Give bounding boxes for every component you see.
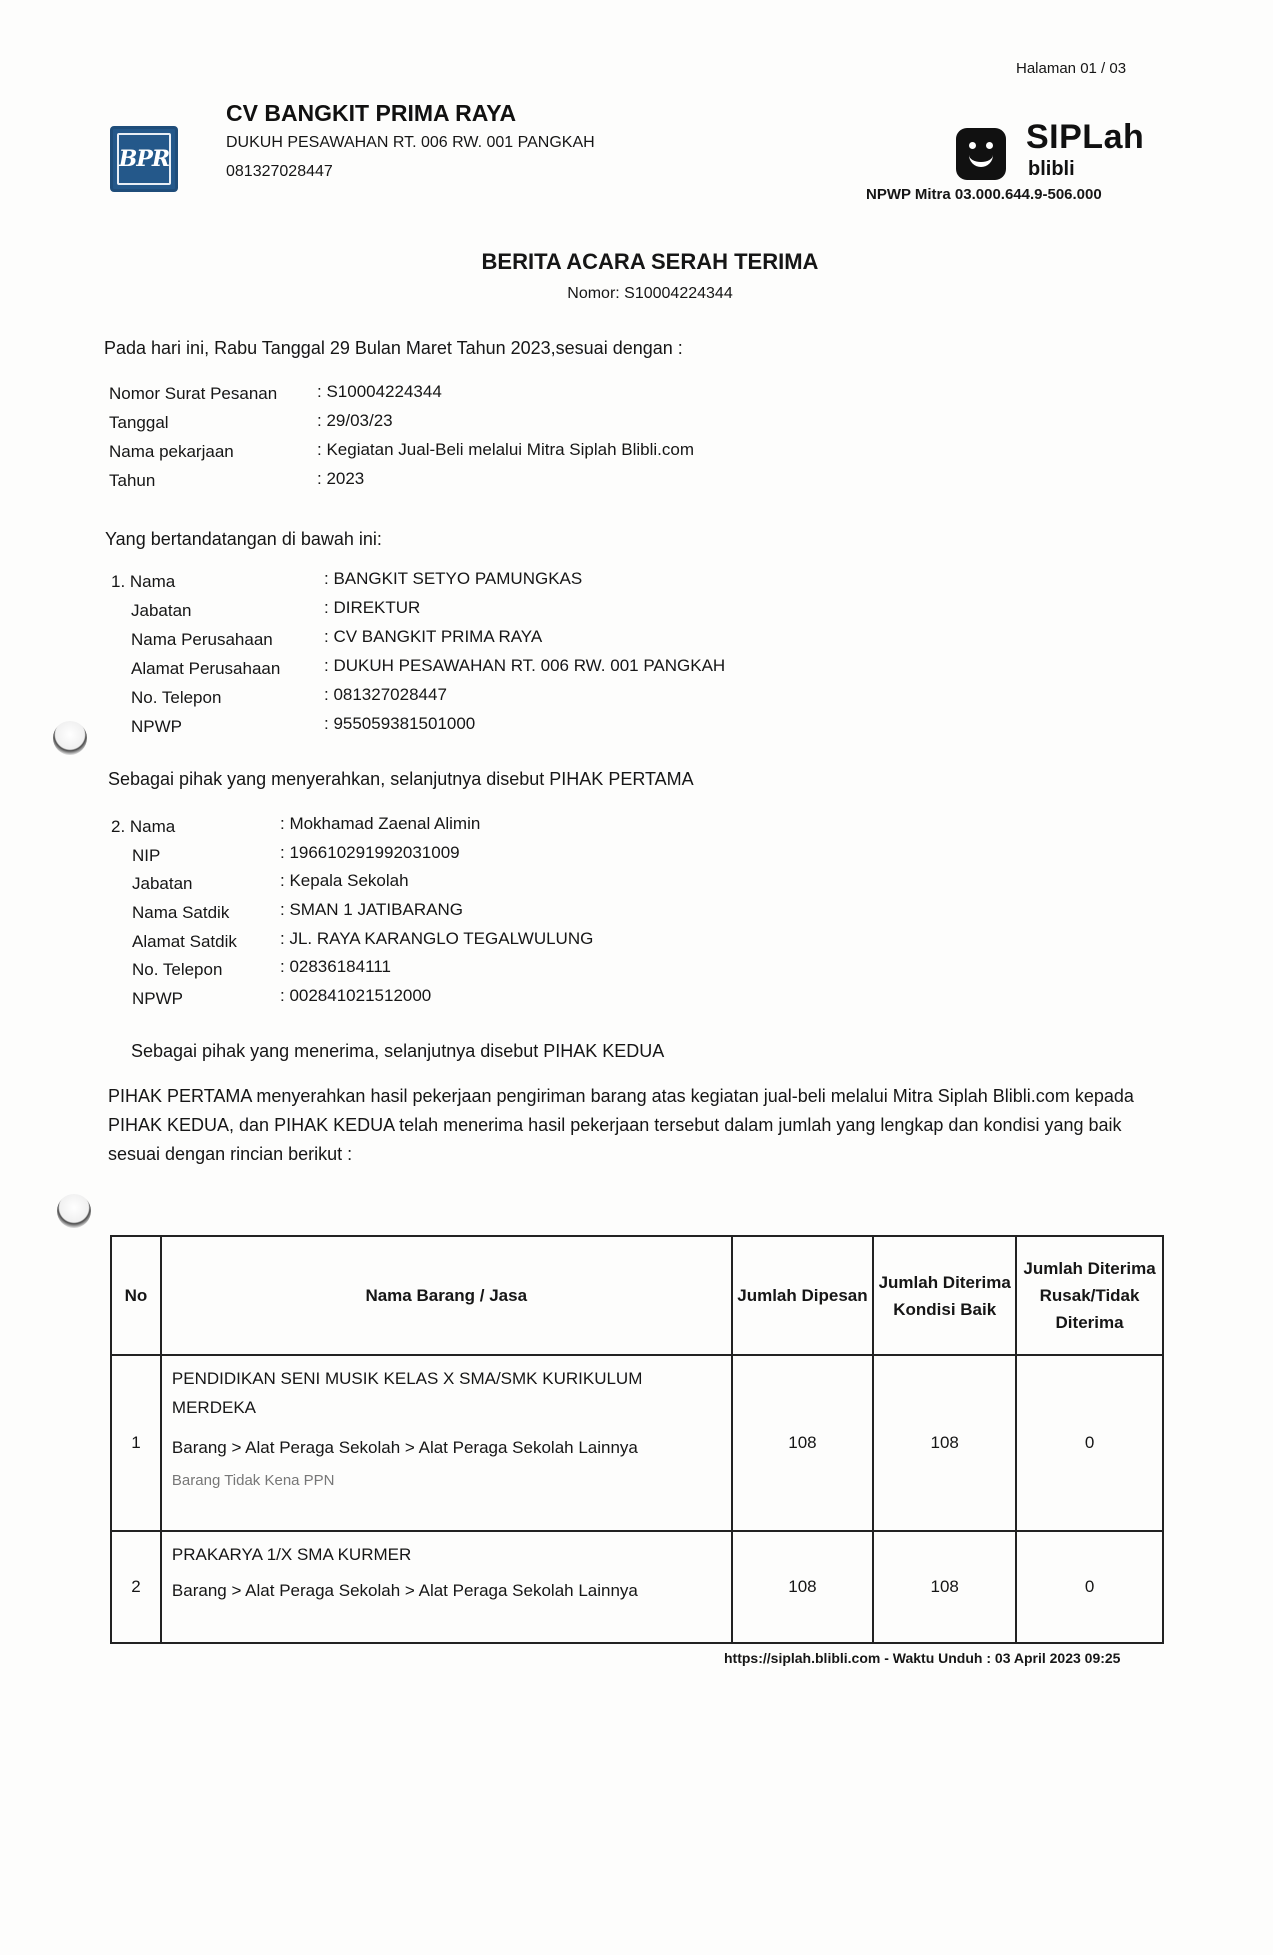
party2-value: : 02836184111 xyxy=(280,957,391,976)
row-received-good: 108 xyxy=(873,1531,1016,1643)
party2-label: NIP xyxy=(132,846,161,865)
page-number: Halaman 01 / 03 xyxy=(1016,60,1127,77)
intro-text: Pada hari ini, Rabu Tanggal 29 Bulan Maret Tahun 2023,sesuai dengan : xyxy=(104,338,683,358)
item-name: PENDIDIKAN SENI MUSIK KELAS X SMA/SMK KURIKULUM MERDEKA xyxy=(171,1369,643,1417)
row-no: 2 xyxy=(111,1531,161,1643)
npwp-mitra: NPWP Mitra 03.000.644.9-506.000 xyxy=(866,186,1102,203)
party1-value: : 081327028447 xyxy=(324,685,447,704)
order-label: Nama pekarjaan xyxy=(109,442,234,461)
company-phone: 081327028447 xyxy=(226,163,333,180)
row-item xyxy=(161,1355,732,1531)
party1-label: Jabatan xyxy=(131,601,192,620)
party1-value: : DIREKTUR xyxy=(324,598,421,617)
party2-value: : Mokhamad Zaenal Alimin xyxy=(280,814,481,833)
order-label: Tanggal xyxy=(109,413,169,432)
party1-label: No. Telepon xyxy=(131,688,222,707)
company-address: DUKUH PESAWAHAN RT. 006 RW. 001 PANGKAH xyxy=(226,134,595,151)
blibli-logo-text: blibli xyxy=(1028,158,1075,180)
party1-label: NPWP xyxy=(131,717,182,736)
row-no: 1 xyxy=(111,1355,161,1531)
party2-label: Jabatan xyxy=(132,874,193,893)
party1-value: : DUKUH PESAWAHAN RT. 006 RW. 001 PANGKAH xyxy=(324,656,726,675)
party1-value: : CV BANGKIT PRIMA RAYA xyxy=(324,627,543,646)
table-row xyxy=(111,1355,1163,1531)
item-name: PRAKARYA 1/X SMA KURMER xyxy=(171,1545,412,1564)
header-ordered: Jumlah Dipesan xyxy=(732,1236,874,1355)
party1-value: : 955059381501000 xyxy=(324,714,476,733)
order-value: : 2023 xyxy=(317,469,365,488)
header-item-name: Nama Barang / Jasa xyxy=(161,1236,732,1355)
party2-value: : Kepala Sekolah xyxy=(280,871,409,890)
table-header-row xyxy=(111,1236,1163,1355)
document-number: Nomor: S10004224344 xyxy=(567,285,733,302)
item-category: Barang > Alat Peraga Sekolah > Alat Peraga Sekolah Lainnya xyxy=(171,1581,638,1600)
party2-label: Alamat Satdik xyxy=(132,932,237,951)
party2-value: : 002841021512000 xyxy=(280,986,432,1005)
header-received-good: Jumlah Diterima Kondisi Baik xyxy=(873,1236,1016,1355)
item-tax-note: Barang Tidak Kena PPN xyxy=(171,1472,335,1489)
signers-intro: Yang bertandatangan di bawah ini: xyxy=(105,529,382,549)
party2-label: NPWP xyxy=(132,989,183,1008)
row-item xyxy=(161,1531,732,1643)
party2-value: : JL. RAYA KARANGLO TEGALWULUNG xyxy=(280,929,594,948)
party1-label: Nama Perusahaan xyxy=(131,630,273,649)
party1-value: : BANGKIT SETYO PAMUNGKAS xyxy=(324,569,583,588)
party2-role: Sebagai pihak yang menerima, selanjutnya disebut PIHAK KEDUA xyxy=(131,1041,665,1061)
document-title: BERITA ACARA SERAH TERIMA xyxy=(481,249,819,274)
header-received-damaged: Jumlah Diterima Rusak/Tidak Diterima xyxy=(1016,1236,1163,1355)
party2-value: : 196610291992031009 xyxy=(280,843,460,862)
row-received-damaged: 0 xyxy=(1016,1531,1163,1643)
punch-hole xyxy=(57,1194,91,1228)
siplah-smile-icon xyxy=(956,128,1006,180)
company-logo: BPR xyxy=(110,126,178,192)
party1-label: 1. Nama xyxy=(111,572,176,591)
row-ordered: 108 xyxy=(732,1531,874,1643)
order-value: : 29/03/23 xyxy=(317,411,393,430)
party2-label: Nama Satdik xyxy=(132,903,230,922)
row-ordered: 108 xyxy=(732,1355,874,1531)
party1-label: Alamat Perusahaan xyxy=(131,659,281,678)
party2-label: No. Telepon xyxy=(132,960,223,979)
punch-hole xyxy=(53,721,87,755)
item-category: Barang > Alat Peraga Sekolah > Alat Peraga Sekolah Lainnya xyxy=(171,1438,638,1457)
party2-label: 2. Nama xyxy=(111,817,176,836)
row-received-damaged: 0 xyxy=(1016,1355,1163,1531)
header-no: No xyxy=(111,1236,161,1355)
order-value: : S10004224344 xyxy=(317,382,442,401)
order-label: Tahun xyxy=(109,471,156,490)
table-row xyxy=(111,1531,1163,1643)
row-received-good: 108 xyxy=(873,1355,1016,1531)
items-table xyxy=(110,1235,1164,1644)
siplah-logo-text: SIPLah xyxy=(1026,118,1145,156)
party1-role: Sebagai pihak yang menyerahkan, selanjutnya disebut PIHAK PERTAMA xyxy=(108,769,694,789)
handover-paragraph: PIHAK PERTAMA menyerahkan hasil pekerjaan pengiriman barang atas kegiatan jual-beli melalui Mitra Siplah Blibli.com kepada PIHAK KEDUA, dan PIHAK KEDUA telah menerima hasil pekerjaan tersebut dalam jumlah yang lengkap dan kondisi yang baik sesuai dengan rincian berikut : xyxy=(108,1086,1134,1164)
company-name: CV BANGKIT PRIMA RAYA xyxy=(226,100,517,126)
order-label: Nomor Surat Pesanan xyxy=(109,384,278,403)
party2-value: : SMAN 1 JATIBARANG xyxy=(280,900,463,919)
download-footer: https://siplah.blibli.com - Waktu Unduh : 03 April 2023 09:25 xyxy=(724,1650,1121,1666)
order-value: : Kegiatan Jual-Beli melalui Mitra Siplah Blibli.com xyxy=(317,440,694,459)
